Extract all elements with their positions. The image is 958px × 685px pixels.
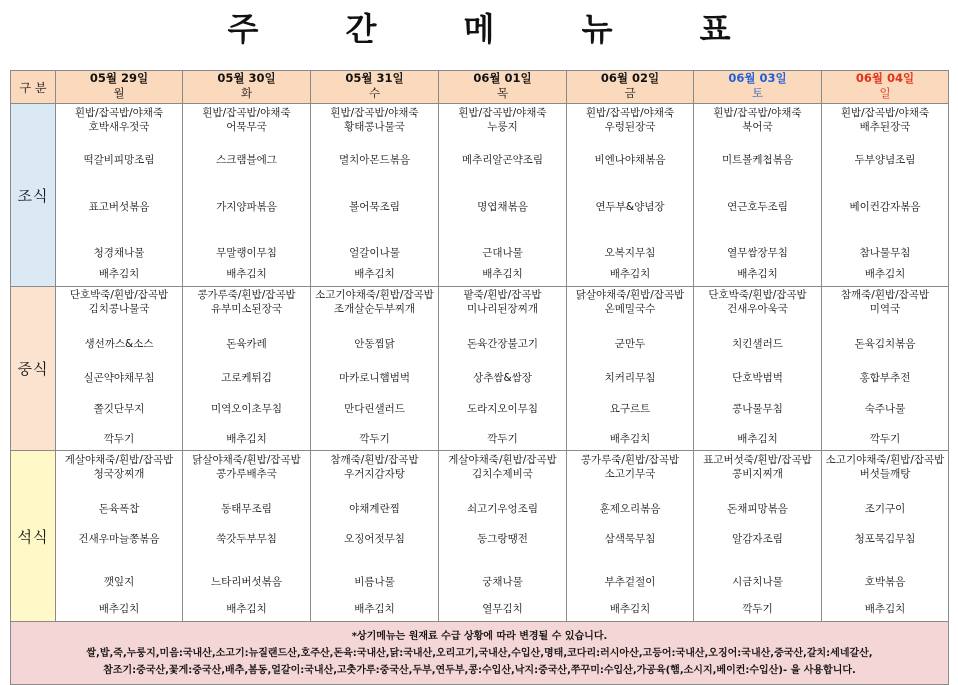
menu-item: 멸치아몬드볶음 — [338, 154, 410, 166]
menu-item: 어묵무국 — [226, 121, 267, 133]
menu-item: 돈육폭찹 — [98, 503, 140, 515]
menu-item: 마카로니햄범벅 — [338, 372, 410, 384]
menu-item: 단호박죽/흰밥/잡곡밥 — [69, 289, 169, 301]
day-weekday: 금 — [624, 86, 636, 100]
menu-item: 미역국 — [869, 303, 901, 315]
menu-item: 배추김치 — [226, 603, 267, 615]
menu-item: 배추김치 — [354, 603, 395, 615]
header-row — [11, 71, 949, 104]
day-date: 06월 04일 — [855, 71, 915, 85]
menu-item: 미나리된장찌개 — [466, 303, 538, 315]
day-weekday: 월 — [113, 86, 125, 100]
menu-item: 김치콩나물국 — [88, 303, 150, 315]
menu-item: 깻잎지 — [103, 576, 135, 588]
menu-item: 연두부&양념장 — [595, 201, 665, 213]
menu-cell — [567, 104, 694, 287]
menu-item: 만다린샐러드 — [344, 403, 405, 415]
menu-cell — [56, 287, 183, 451]
menu-cell — [183, 451, 311, 622]
menu-item: 쫄깃단무지 — [93, 403, 145, 415]
menu-item: 흰밥/잡곡밥/야채죽 — [840, 107, 930, 119]
menu-item: 안동찜닭 — [354, 338, 395, 350]
menu-item: 참깨죽/흰밥/잡곡밥 — [840, 289, 930, 301]
footer-notice — [11, 622, 949, 685]
menu-item: 단호박죽/흰밥/잡곡밥 — [708, 289, 807, 301]
menu-item: 스크램블에그 — [216, 154, 277, 166]
weekly-menu-table — [10, 70, 949, 685]
menu-item: 홍합부추전 — [859, 372, 911, 384]
menu-item: 돈채피망볶음 — [727, 503, 788, 515]
menu-item: 버섯들깨탕 — [859, 468, 911, 480]
menu-item: 흰밥/잡곡밥/야채죽 — [713, 107, 802, 119]
menu-item: 연근호두조림 — [727, 201, 788, 213]
menu-item: 시금치나물 — [732, 576, 783, 588]
menu-item: 청경채나물 — [93, 247, 145, 259]
menu-item: 배추김치 — [226, 433, 267, 445]
menu-item: 볼어묵조림 — [349, 201, 400, 213]
menu-item: 요구르트 — [609, 403, 651, 415]
menu-cell — [694, 451, 822, 622]
menu-item: 김치수제비국 — [472, 468, 533, 480]
menu-item: 표고버섯볶음 — [88, 201, 150, 213]
menu-item: 배추김치 — [354, 268, 395, 280]
menu-item: 가지양파볶음 — [216, 201, 277, 213]
menu-item: 도라지오이무침 — [466, 403, 538, 415]
menu-item: 닭살야채죽/흰밥/잡곡밥 — [192, 454, 301, 466]
day-header — [822, 71, 949, 104]
menu-item: 미역오이초무침 — [210, 403, 282, 415]
menu-item: 돈육김치볶음 — [854, 338, 916, 350]
menu-item: 콩나물무침 — [732, 403, 783, 415]
menu-item: 배추김치 — [609, 433, 651, 445]
menu-cell — [439, 451, 567, 622]
menu-cell — [311, 287, 439, 451]
menu-item: 배추김치 — [864, 268, 906, 280]
day-weekday: 목 — [496, 86, 509, 100]
menu-item: 참깨죽/흰밥/잡곡밥 — [330, 454, 419, 466]
menu-cell — [822, 104, 949, 287]
menu-cell — [439, 287, 567, 451]
menu-cell — [822, 451, 949, 622]
menu-cell — [439, 104, 567, 287]
day-weekday: 수 — [368, 86, 381, 100]
day-weekday: 화 — [240, 86, 253, 100]
menu-item: 우렁된장국 — [604, 121, 656, 133]
day-date: 05월 29일 — [89, 71, 149, 85]
meal-label: 석식 — [11, 451, 56, 622]
menu-item: 호박새우젓국 — [88, 121, 150, 133]
menu-cell — [822, 287, 949, 451]
page-title: 주 간 메 뉴 표 — [227, 10, 769, 48]
menu-item: 미트볼케첩볶음 — [721, 154, 793, 166]
meal-row-breakfast — [11, 104, 949, 287]
menu-item: 흰밥/잡곡밥/야채죽 — [585, 107, 675, 119]
menu-item: 야채계란찜 — [349, 503, 400, 515]
menu-item: 깍두기 — [359, 433, 390, 445]
menu-item: 비엔나야채볶음 — [594, 154, 666, 166]
menu-cell — [567, 451, 694, 622]
menu-item: 깍두기 — [742, 603, 773, 615]
menu-cell — [183, 104, 311, 287]
day-weekday: 토 — [751, 86, 764, 100]
menu-item: 소고기무국 — [604, 468, 656, 480]
menu-item: 건새우아욱국 — [727, 303, 788, 315]
menu-item: 동그랑땡전 — [477, 533, 528, 545]
day-weekday: 일 — [879, 86, 891, 100]
menu-item: 게살야채죽/흰밥/잡곡밥 — [448, 454, 557, 466]
menu-item: 군만두 — [614, 338, 646, 350]
menu-item: 조기구이 — [864, 503, 906, 515]
menu-item: 배추김치 — [482, 268, 523, 280]
day-header — [439, 71, 567, 104]
menu-item: 흰밥/잡곡밥/야채죽 — [330, 107, 419, 119]
menu-item: 단호박범벅 — [732, 372, 783, 384]
menu-item: 치커리무침 — [604, 372, 656, 384]
menu-item: 고로케튀김 — [221, 372, 272, 384]
footer-line: 쌀,밥,죽,누룽지,미음:국내산,소고기:뉴질랜드산,호주산,돈육:국내산,닭:국내산,오리고기,국내산,수입산,명태,코다리:러시아산,고등어:국내산,오징어:국내산,중국산,갈치:세네갈산, — [86, 647, 873, 659]
menu-item: 배추김치 — [98, 603, 140, 615]
day-date: 06월 03일 — [728, 71, 787, 85]
menu-item: 치킨샐러드 — [732, 338, 783, 350]
day-header — [694, 71, 822, 104]
menu-item: 콩가루죽/흰밥/잡곡밥 — [197, 289, 296, 301]
menu-item: 배추김치 — [737, 268, 778, 280]
menu-item: 생선까스&소스 — [84, 338, 154, 350]
footer-line: 참조기:중국산,꽃게:중국산,배추,봄동,얼갈이:국내산,고춧가루:중국산,두부,연두부,콩:수입산,낙지:중국산,쭈꾸미:수입산,가공육(햄,소시지,베이컨:수입산)- 을 사용합니다. — [103, 664, 856, 676]
day-header — [311, 71, 439, 104]
menu-item: 부추겉절이 — [604, 576, 656, 588]
menu-item: 배추된장국 — [859, 121, 911, 133]
menu-item: 무말랭이무침 — [216, 247, 277, 259]
menu-item: 배추김치 — [864, 603, 906, 615]
menu-cell — [694, 287, 822, 451]
menu-item: 알감자조림 — [732, 533, 783, 545]
menu-item: 배추김치 — [226, 268, 267, 280]
menu-item: 조개살순두부찌개 — [333, 303, 416, 315]
menu-item: 배추김치 — [609, 603, 651, 615]
menu-item: 배추김치 — [98, 268, 140, 280]
menu-item: 참나물무침 — [859, 247, 911, 259]
menu-item: 게살야채죽/흰밥/잡곡밥 — [64, 454, 174, 466]
menu-item: 비름나물 — [354, 576, 395, 588]
menu-item: 베이컨감자볶음 — [849, 201, 921, 213]
menu-item: 근대나물 — [482, 247, 523, 259]
menu-item: 열무쌈장무침 — [727, 247, 788, 259]
menu-item: 팥죽/흰밥/잡곡밥 — [463, 289, 542, 301]
menu-cell — [567, 287, 694, 451]
day-date: 06월 01일 — [473, 71, 532, 85]
menu-item: 콩비지찌개 — [732, 468, 783, 480]
menu-cell — [183, 287, 311, 451]
day-header — [567, 71, 694, 104]
day-header — [56, 71, 183, 104]
menu-item: 쇠고기우엉조림 — [466, 503, 538, 515]
menu-item: 황태콩나물국 — [344, 121, 405, 133]
menu-item: 흰밥/잡곡밥/야채죽 — [458, 107, 547, 119]
menu-item: 북어국 — [742, 121, 773, 133]
menu-item: 깍두기 — [103, 433, 135, 445]
menu-item: 상추쌈&쌈장 — [473, 372, 532, 384]
menu-item: 깍두기 — [487, 433, 518, 445]
meal-label: 조식 — [11, 104, 56, 287]
menu-item: 오복지무침 — [604, 247, 656, 259]
footer-row — [11, 622, 949, 685]
menu-item: 열무김치 — [482, 603, 523, 615]
menu-item: 오징어젓무침 — [344, 533, 405, 545]
footer-line: *상기메뉴는 원재료 수급 상황에 따라 변경될 수 있습니다. — [351, 630, 608, 642]
menu-item: 유부미소된장국 — [210, 303, 282, 315]
menu-item: 동태무조림 — [221, 503, 272, 515]
menu-item: 표고버섯죽/흰밥/잡곡밥 — [703, 454, 812, 466]
day-header — [183, 71, 311, 104]
menu-item: 소고기야채죽/흰밥/잡곡밥 — [315, 289, 434, 301]
menu-item: 삼색묵무침 — [604, 533, 656, 545]
day-date: 05월 31일 — [345, 71, 404, 85]
menu-item: 깍두기 — [869, 433, 901, 445]
menu-item: 흰밥/잡곡밥/야채죽 — [202, 107, 291, 119]
menu-item: 우거지감자탕 — [344, 468, 405, 480]
menu-item: 얼갈이나물 — [349, 247, 400, 259]
menu-item: 메추리알곤약조림 — [461, 154, 544, 166]
menu-item: 콩가루배추국 — [216, 468, 277, 480]
menu-item: 느타리버섯볶음 — [210, 576, 282, 588]
day-date: 05월 30일 — [217, 71, 276, 85]
menu-item: 실곤약야채무침 — [83, 372, 155, 384]
menu-item: 닭살야채죽/흰밥/잡곡밥 — [575, 289, 685, 301]
menu-item: 콩가루죽/흰밥/잡곡밥 — [580, 454, 680, 466]
menu-item: 숙주나물 — [864, 403, 906, 415]
meal-row-dinner — [11, 451, 949, 622]
day-date: 06월 02일 — [600, 71, 660, 85]
menu-item: 훈제오리볶음 — [599, 503, 661, 515]
menu-cell — [56, 451, 183, 622]
menu-item: 쑥갓두부무침 — [216, 533, 277, 545]
gubun-header: 구 분 — [11, 71, 56, 104]
menu-item: 소고기야채죽/흰밥/잡곡밥 — [825, 454, 945, 466]
meal-row-lunch — [11, 287, 949, 451]
menu-item: 돈육카레 — [226, 338, 267, 350]
menu-item: 떡갈비피망조림 — [83, 154, 155, 166]
menu-item: 배추김치 — [609, 268, 651, 280]
menu-item: 호박볶음 — [864, 576, 906, 588]
menu-item: 흰밥/잡곡밥/야채죽 — [74, 107, 164, 119]
menu-cell — [694, 104, 822, 287]
menu-item: 청포묵김무침 — [854, 533, 916, 545]
menu-item: 명엽채볶음 — [477, 201, 528, 213]
menu-item: 누룽지 — [487, 121, 518, 133]
menu-item: 두부양념조림 — [854, 154, 916, 166]
menu-item: 배추김치 — [737, 433, 778, 445]
menu-cell — [311, 451, 439, 622]
menu-item: 건새우마늘쫑볶음 — [78, 533, 160, 545]
menu-item: 궁채나물 — [482, 576, 523, 588]
menu-item: 온메밀국수 — [604, 303, 656, 315]
menu-cell — [56, 104, 183, 287]
menu-item: 돈육간장불고기 — [466, 338, 538, 350]
menu-item: 청국장찌개 — [93, 468, 145, 480]
meal-label: 중식 — [11, 287, 56, 451]
menu-cell — [311, 104, 439, 287]
